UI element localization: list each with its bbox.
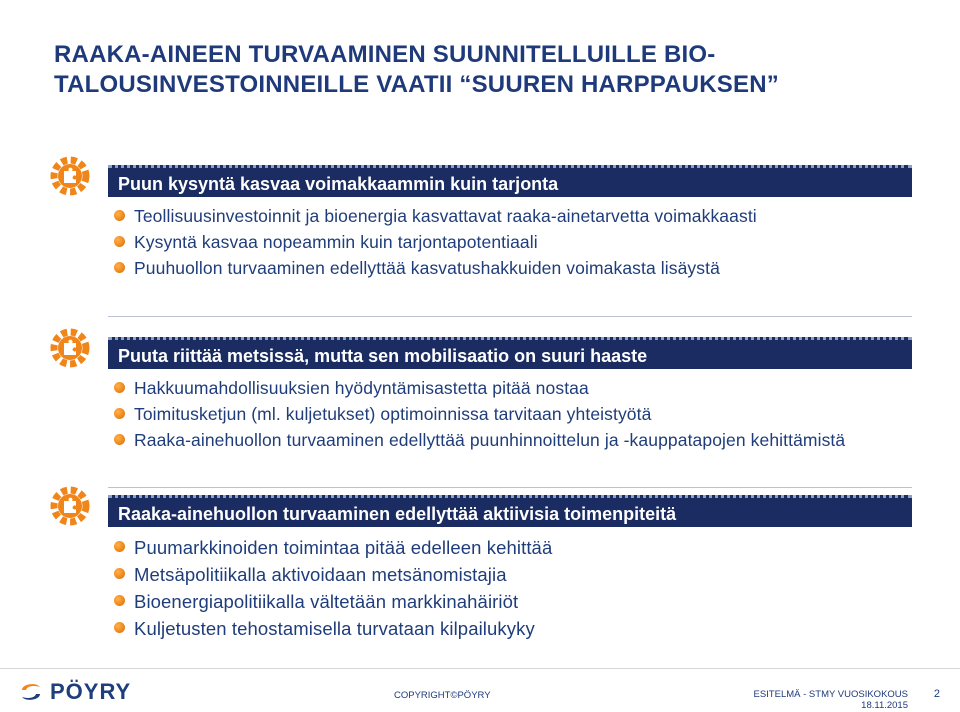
list-item: Kuljetusten tehostamisella turvataan kilpailukyky [112, 615, 912, 642]
bullet-dot-icon [114, 408, 125, 419]
bullet-dot-icon [114, 568, 125, 579]
bullet-list-3 [112, 534, 912, 642]
bullet-dot-icon [114, 541, 125, 552]
bullet-dot-icon [114, 382, 125, 393]
list-item: Puumarkkinoiden toimintaa pitää edelleen kehittää [112, 534, 912, 561]
list-item: Bioenergiapolitiikalla vältetään markkinahäiriöt [112, 588, 912, 615]
list-item: Kysyntä kasvaa nopeammin kuin tarjontapotentiaali [112, 229, 912, 255]
list-item: Teollisuusinvestoinnit ja bioenergia kasvattavat raaka-ainetarvetta voimakkaasti [112, 203, 912, 229]
list-item: Puuhuollon turvaaminen edellyttää kasvatushakkuiden voimakasta lisäystä [112, 255, 912, 281]
gear-puzzle-icon [50, 156, 90, 196]
bullet-dot-icon [114, 236, 125, 247]
page-number: 2 [933, 688, 940, 700]
doc-date: 18.11.2015 [861, 700, 908, 711]
footer-divider [0, 668, 960, 669]
poyry-logo [18, 680, 131, 704]
bullet-dot-icon [114, 262, 125, 273]
gear-puzzle-icon [50, 328, 90, 368]
slide-title-line-2: TALOUSINVESTOINNEILLE VAATII “SUUREN HARPPAUKSEN” [54, 71, 779, 98]
poyry-logo-icon [18, 680, 44, 704]
logo-wordmark: PÖYRY [50, 679, 132, 704]
footer-info [754, 689, 909, 711]
bullet-list-1 [112, 203, 912, 281]
bullet-dot-icon [114, 622, 125, 633]
bullet-dot-icon [114, 434, 125, 445]
slide-title [54, 40, 934, 100]
list-item: Raaka-ainehuollon turvaaminen edellyttää puunhinnoittelun ja -kauppatapojen kehittämistä [112, 427, 912, 453]
section-header-1: Puun kysyntä kasvaa voimakkaammin kuin tarjonta [108, 165, 912, 197]
doc-label: ESITELMÄ - STMY VUOSIKOKOUS [753, 689, 908, 700]
section-divider [108, 487, 912, 488]
bullet-dot-icon [114, 210, 125, 221]
list-item: Toimitusketjun (ml. kuljetukset) optimoinnissa tarvitaan yhteistyötä [112, 401, 912, 427]
bullet-list-2 [112, 375, 912, 453]
list-item: Metsäpolitiikalla aktivoidaan metsänomistajia [112, 561, 912, 588]
section-divider [108, 316, 912, 317]
bullet-dot-icon [114, 595, 125, 606]
list-item: Hakkuumahdollisuuksien hyödyntämisastetta pitää nostaa [112, 375, 912, 401]
slide-title-line-1: RAAKA-AINEEN TURVAAMINEN SUUNNITELLUILLE BIO- [54, 41, 716, 68]
section-header-3: Raaka-ainehuollon turvaaminen edellyttää aktiivisia toimenpiteitä [108, 495, 912, 527]
copyright-text: COPYRIGHT©PÖYRY [394, 690, 491, 701]
section-header-2: Puuta riittää metsissä, mutta sen mobilisaatio on suuri haaste [108, 337, 912, 369]
gear-puzzle-icon [50, 486, 90, 526]
